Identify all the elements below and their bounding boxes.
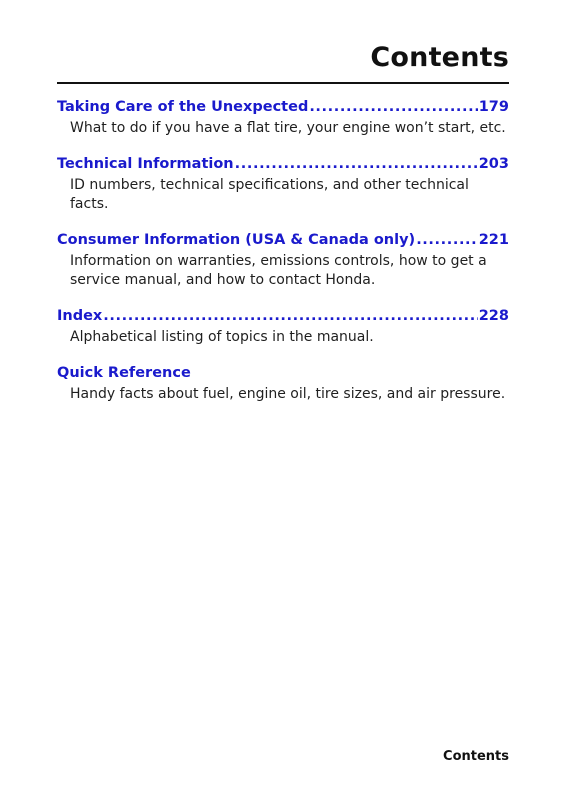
toc-entry-quick-reference xyxy=(57,364,509,404)
toc-entry-index xyxy=(57,307,509,347)
toc-entry-page: 179 xyxy=(478,99,509,115)
toc-entry-page: 228 xyxy=(478,308,509,324)
toc-link-index[interactable] xyxy=(57,307,509,326)
toc-link-taking-care[interactable] xyxy=(57,98,509,117)
toc-entry-title: Quick Reference xyxy=(57,365,191,381)
toc-entry-description: Alphabetical listing of topics in the manual. xyxy=(70,329,374,345)
toc-entry-page: 221 xyxy=(478,232,509,248)
toc-link-technical-information[interactable] xyxy=(57,155,509,174)
toc-entry-technical-information xyxy=(57,155,509,214)
title-divider xyxy=(57,82,509,84)
dot-leader xyxy=(309,98,477,117)
toc-entry-description: ID numbers, technical specifications, and other technical facts. xyxy=(70,177,469,212)
footer-section-label: Contents xyxy=(443,749,509,764)
toc-entry-taking-care xyxy=(57,98,509,138)
toc-entry-page: 203 xyxy=(478,156,509,172)
toc-entry-title: Taking Care of the Unexpected xyxy=(57,99,309,115)
toc-entry-title: Consumer Information (USA & Canada only) xyxy=(57,232,416,248)
toc-entry-description: What to do if you have a flat tire, your engine won’t start, etc. xyxy=(70,120,506,136)
toc-entry-title: Technical Information xyxy=(57,156,234,172)
toc-link-quick-reference[interactable] xyxy=(57,364,509,383)
toc-entry-description: Handy facts about fuel, engine oil, tire sizes, and air pressure. xyxy=(70,386,506,402)
table-of-contents xyxy=(57,98,509,404)
page-title: Contents xyxy=(370,42,509,73)
dot-leader xyxy=(416,231,478,250)
toc-entry-title: Index xyxy=(57,308,103,324)
toc-link-consumer-information[interactable] xyxy=(57,231,509,250)
toc-entry-consumer-information xyxy=(57,231,509,290)
dot-leader xyxy=(103,307,477,326)
dot-leader xyxy=(235,155,478,174)
toc-entry-description: Information on warranties, emissions controls, how to get a service manual, and how to contact Honda. xyxy=(70,253,487,288)
